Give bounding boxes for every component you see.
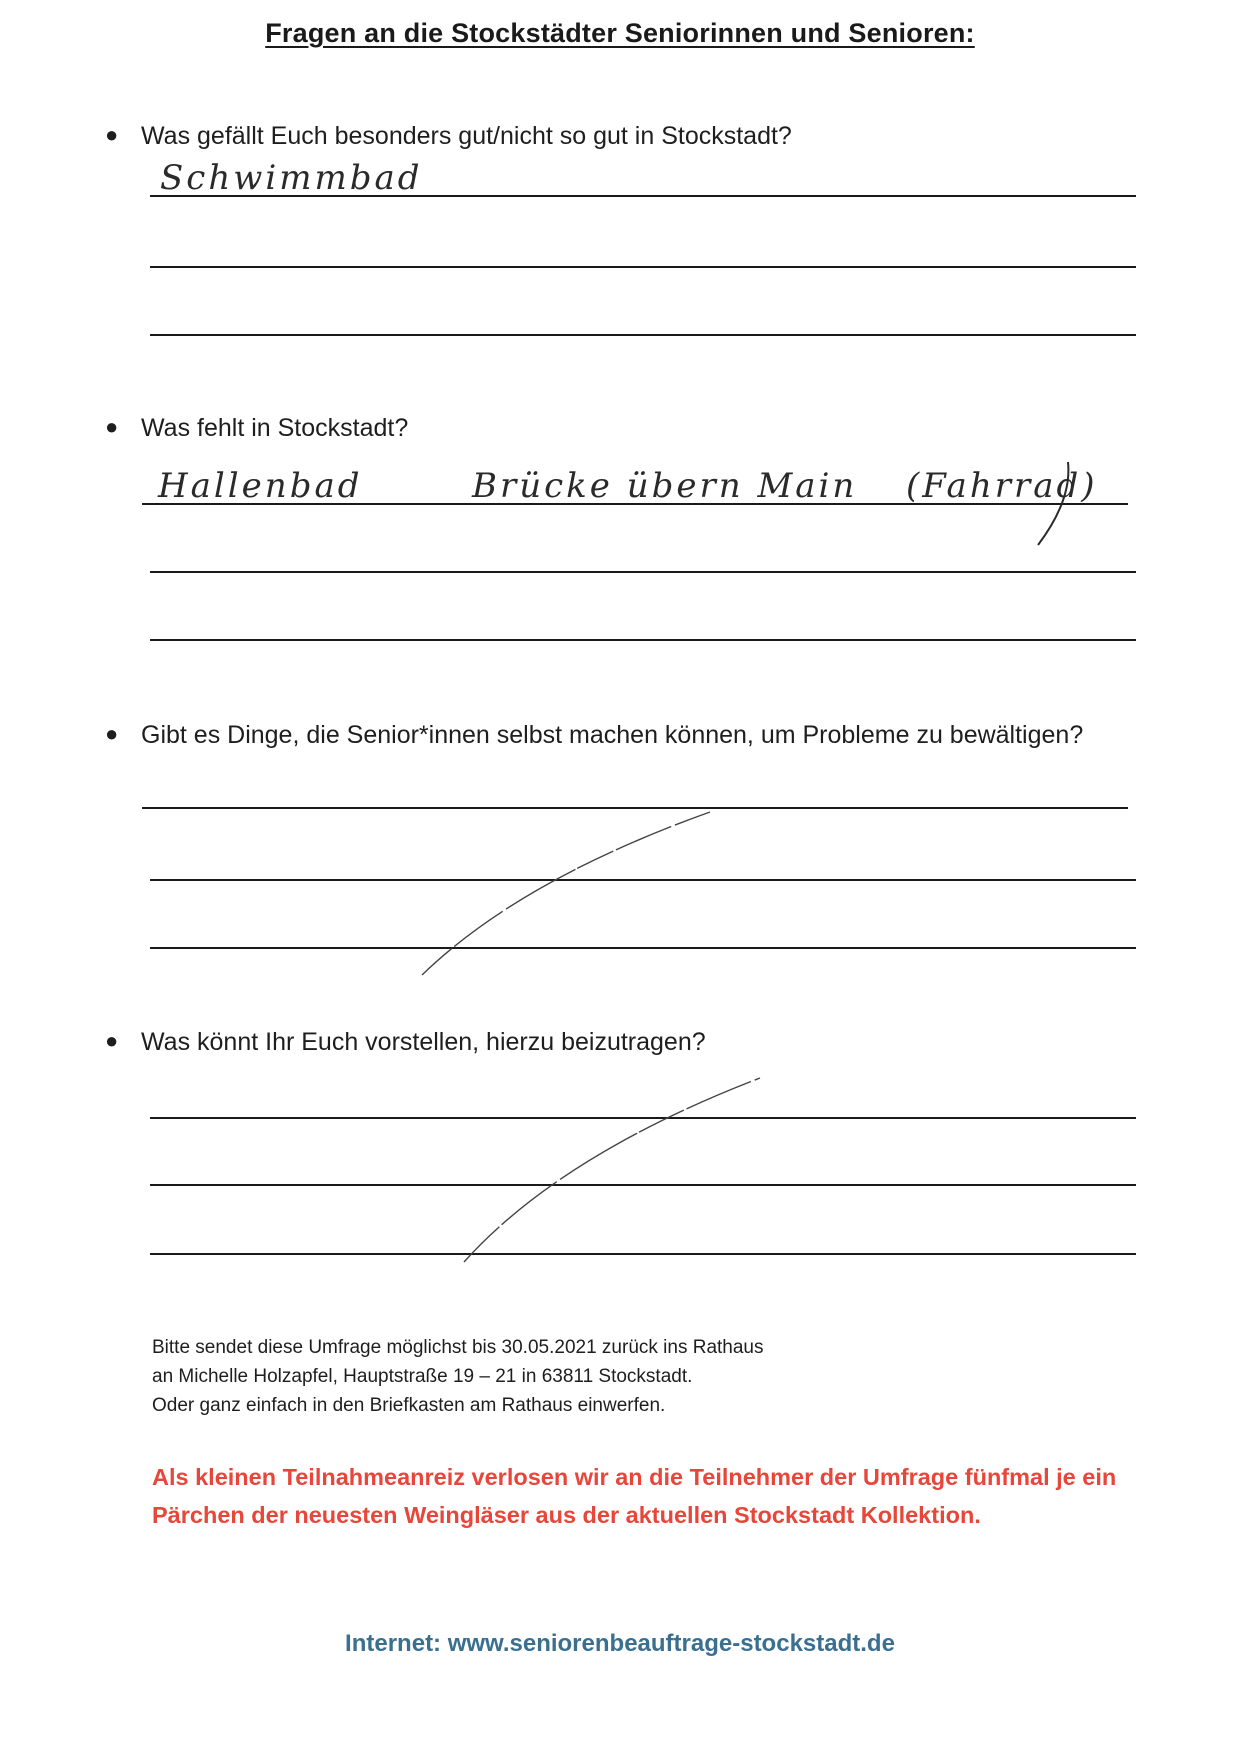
bullet-icon: ●	[105, 122, 119, 147]
answer-1-handwriting[interactable]: Schwimmbad	[160, 158, 423, 198]
bullet-icon: ●	[105, 1028, 119, 1053]
answer-line[interactable]	[142, 503, 1128, 505]
return-instructions-line: Bitte sendet diese Umfrage möglichst bis 30.05.2021 zurück ins Rathaus	[152, 1337, 764, 1358]
answer-line[interactable]	[150, 1184, 1136, 1186]
answer-line[interactable]	[150, 195, 1136, 197]
return-instructions	[152, 1333, 764, 1420]
answer-2c-handwriting[interactable]: (Fahrrad)	[906, 466, 1098, 506]
bullet-icon: ●	[105, 414, 119, 439]
return-instructions-line: Oder ganz einfach in den Briefkasten am Rathaus einwerfen.	[152, 1395, 666, 1416]
answer-line[interactable]	[150, 571, 1136, 573]
answer-line[interactable]	[142, 807, 1128, 809]
answer-line[interactable]	[150, 334, 1136, 336]
question-1-text: Was gefällt Euch besonders gut/nicht so gut in Stockstadt?	[141, 122, 792, 150]
answer-line[interactable]	[150, 879, 1136, 881]
question-4-text: Was könnt Ihr Euch vorstellen, hierzu beizutragen?	[141, 1028, 706, 1056]
page-title: Fragen an die Stockstädter Seniorinnen und Senioren:	[265, 18, 975, 48]
return-instructions-line: an Michelle Holzapfel, Hauptstraße 19 – 21 in 63811 Stockstadt.	[152, 1366, 693, 1387]
q3-strike-stroke	[422, 812, 710, 975]
website-link[interactable]: Internet: www.seniorenbeauftrage-stockstadt.de	[345, 1630, 895, 1657]
question-3	[105, 721, 1083, 750]
question-1	[105, 122, 792, 151]
answer-line[interactable]	[150, 1253, 1136, 1255]
answer-line[interactable]	[150, 639, 1136, 641]
q4-strike-stroke	[464, 1078, 760, 1262]
answer-2a-handwriting[interactable]: Hallenbad	[158, 466, 363, 506]
incentive-text: Als kleinen Teilnahmeanreiz verlosen wir an die Teilnehmer der Umfrage fünfmal je ein Pärchen der neuesten Weingläser aus der aktuellen Stockstadt Kollektion.	[152, 1464, 1117, 1528]
answer-line[interactable]	[150, 1117, 1136, 1119]
question-2	[105, 414, 408, 443]
question-3-text: Gibt es Dinge, die Senior*innen selbst machen können, um Probleme zu bewältigen?	[141, 721, 1084, 749]
answer-line[interactable]	[150, 947, 1136, 949]
question-2-text: Was fehlt in Stockstadt?	[141, 414, 409, 442]
answer-2b-handwriting[interactable]: Brücke übern Main	[472, 466, 858, 506]
answer-line[interactable]	[150, 266, 1136, 268]
question-4	[105, 1028, 706, 1057]
bullet-icon: ●	[105, 721, 119, 746]
